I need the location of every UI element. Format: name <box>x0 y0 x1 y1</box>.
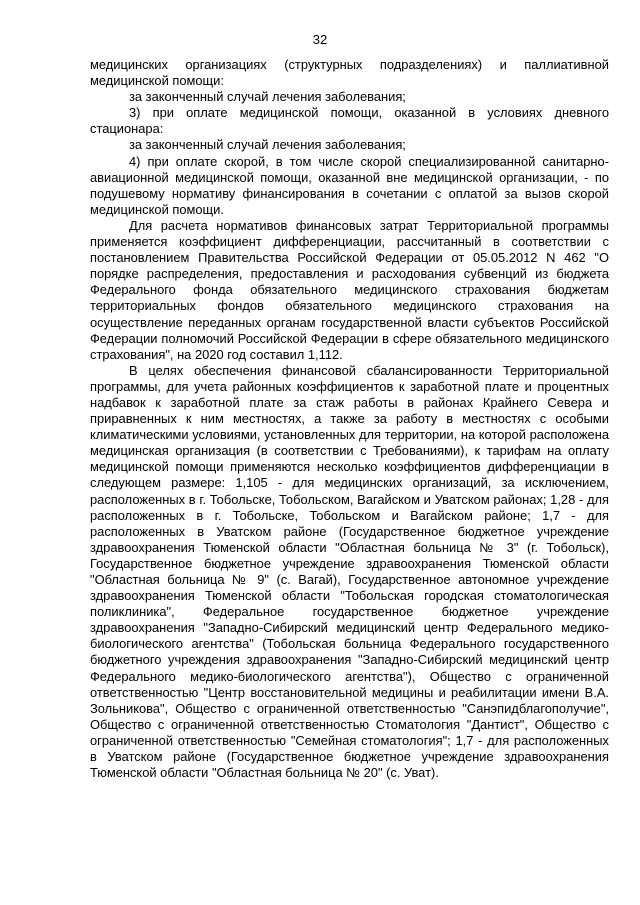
page-number: 32 <box>312 32 328 47</box>
paragraph-medical-organizations: медицинских организациях (структурных подразделениях) и паллиативной медицинской помощи: <box>90 57 609 89</box>
document-body <box>90 57 609 781</box>
paragraph-completed-case-1: за законченный случай лечения заболевания; <box>129 89 406 105</box>
paragraph-completed-case-2: за законченный случай лечения заболевания; <box>129 137 406 153</box>
paragraph-regional-coefficients: В целях обеспечения финансовой сбалансированности Территориальной программы, для учета районных коэффициентов к заработной плате и процентных надбавок к заработной плате за стаж работы в районах Крайнего Севера и приравненных к ним местностях, а также за работу в местностях с особыми климатическими условиями, установленных для территории, на которой расположена медицинская организация (в соответствии с Требованиями), к тарифам на оплату медицинской помощи применяются несколько коэффициентов дифференциации в следующем размере: 1,105 - для медицинских организаций, за исключением, расположенных в г. Тобольске, Тобольском, Вагайском и Уватском районах; 1,28 - для расположенных в г. Тобольске, Тобольском и Вагайском районе; 1,7 - для расположенных в Уватском районе (Государственное бюджетное учреждение здравоохранения Тюменской области "Областная больница № 3" (г. Тобольск), Государственное бюджетное учреждение здравоохранения Тюменской области "Областная больница № 9" (с. Вагай), Государственное автономное учреждение здравоохранения Тюменской области "Тобольская городская стоматологическая поликлиника", Федеральное государственное бюджетное учреждение здравоохранения "Западно-Сибирский медицинский центр Федерального медико-биологического агентства" (Тобольская больница Федерального государственного бюджетного учреждения здравоохранения "Западно-Сибирский медицинский центр Федерального медико-биологического агентства"), Общество с ограниченной ответственностью "Центр восстановительной медицины и реабилитации имени В.А. Зольникова", Общество с ограниченной ответственностью "Санэпидблагополучие", Общество с ограниченной ответственностью Стоматология "Дантист", Общество с ограниченной ответственностью "Семейная стоматология"; 1,7 - для расположенных в Уватском районе (Государственное бюджетное учреждение здравоохранения Тюменской области "Областная больница № 20" (с. Уват). <box>90 362 609 781</box>
paragraph-emergency-care: 4) при оплате скорой, в том числе скорой специализированной санитарно-авиационной медицинской помощи, оказанной вне медицинской организации, - по подушевому нормативу финансирования в сочетании с оплатой за вызов скорой медицинской помощи. <box>90 153 609 217</box>
paragraph-day-hospital: 3) при оплате медицинской помощи, оказанной в условиях дневного стационара: <box>90 105 609 137</box>
paragraph-differentiation-coefficient: Для расчета нормативов финансовых затрат Территориальной программы применяется коэффициент дифференциации, рассчитанный в соответствии с постановлением Правительства Российской Федерации от 05.05.2012 N 462 "О порядке распределения, предоставления и расходования субвенций из бюджета Федерального фонда обязательного медицинского страхования бюджетам территориальных фондов обязательного медицинского страхования на осуществление переданных органам государственной власти субъектов Российской Федерации полномочий Российской Федерации в сфере обязательного медицинского страхования", на 2020 год составил 1,112. <box>90 217 609 362</box>
